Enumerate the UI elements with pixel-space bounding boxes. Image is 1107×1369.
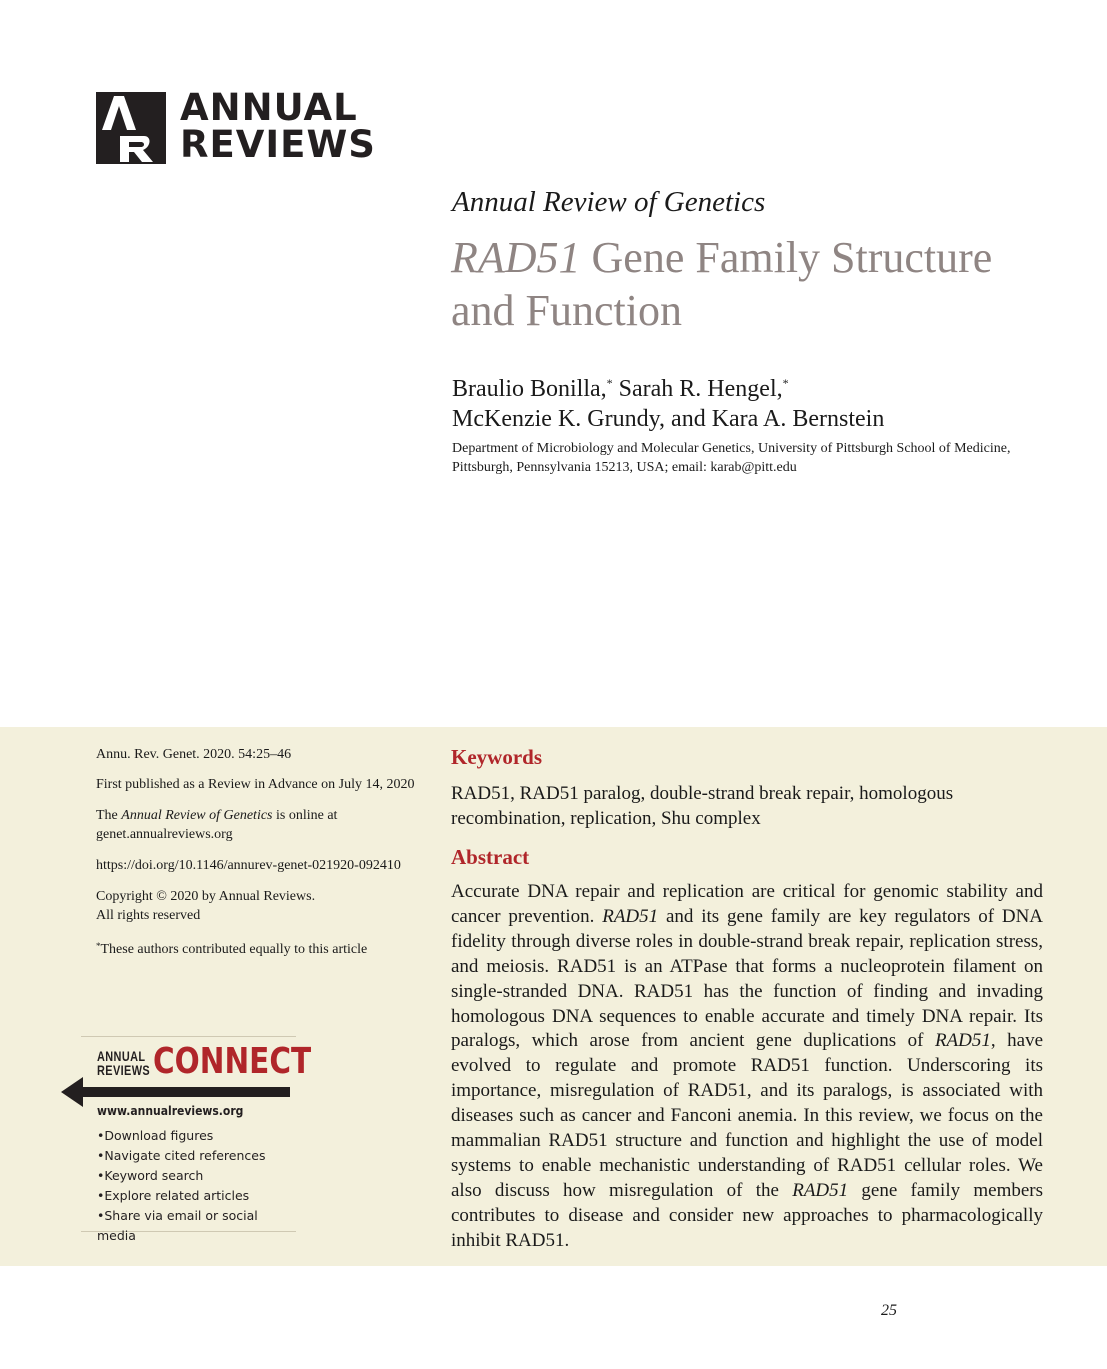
- connect-item-download-figures: • Download figures: [97, 1126, 296, 1146]
- doi-link[interactable]: https://doi.org/10.1146/annurev-genet-021920-092410: [96, 858, 401, 873]
- connect-reviews: REVIEWS: [97, 1062, 151, 1078]
- title-gene: RAD51: [451, 233, 581, 282]
- rights-line: All rights reserved: [96, 908, 201, 923]
- first-published: First published as a Review in Advance on July 14, 2020: [96, 777, 415, 792]
- online-pre: The: [96, 808, 122, 823]
- page-number: 25: [881, 1302, 897, 1319]
- affiliation: Department of Microbiology and Molecular Genetics, University of Pittsburgh School of Medicine, Pittsburgh, Pennsylvania 15213, USA; email: karab@pitt.edu: [452, 441, 1011, 475]
- annual-reviews-logo: [96, 86, 376, 166]
- equal-note-mark: *: [96, 941, 101, 951]
- connect-wordmark: CONNECT: [153, 1041, 312, 1082]
- abstract-gene-3: RAD51: [792, 1179, 849, 1201]
- annual-reviews-connect[interactable]: [81, 1036, 312, 1243]
- author-2: Sarah R. Hengel,: [612, 376, 783, 402]
- connect-item-keyword-search: • Keyword search: [97, 1166, 296, 1186]
- online-post: is online at genet.annualreviews.org: [96, 808, 338, 842]
- abstract-gene-2: RAD51: [934, 1030, 991, 1052]
- copyright-line: Copyright © 2020 by Annual Reviews.: [96, 889, 316, 904]
- logo-line-reviews: REVIEWS: [180, 123, 376, 166]
- online-journal: Annual Review of Genetics: [121, 808, 273, 823]
- connect-item-share: • Share via email or social media: [97, 1206, 296, 1246]
- connect-annual: ANNUAL: [97, 1048, 146, 1064]
- journal-name: Annual Review of Genetics: [452, 186, 766, 218]
- abstract-part-2: and its gene family are key regulators of DNA fidelity through diverse roles in double-strand break repair, replication stress, and meiosis. RAD51 is an ATPase that forms a nucleoprotein filament on single-stranded DNA. RAD51 has the function of finding and invading homologous DNA sequences to enable accurate and timely DNA repair. Its paralogs, which arose from ancient gene duplications of: [451, 905, 1044, 1052]
- author-1: Braulio Bonilla,: [452, 376, 607, 402]
- abstract-part-4: gene family members contributes to disease and consider new approaches to pharmacologically inhibit RAD51.: [451, 1179, 1043, 1251]
- keywords-text: RAD51, RAD51 paralog, double-strand break repair, homologous recombination, replication, Shu complex: [451, 783, 954, 829]
- equal-contribution-mark: *: [782, 376, 789, 390]
- abstract-heading: Abstract: [451, 845, 530, 869]
- author-list: [452, 368, 1052, 434]
- title-rest-line1: Gene Family Structure: [580, 233, 993, 282]
- connect-item-explore-articles: • Explore related articles: [97, 1186, 296, 1206]
- logo-wordmark: [180, 86, 376, 166]
- title-line2: and Function: [451, 286, 682, 335]
- connect-url[interactable]: www.annualreviews.org: [97, 1104, 244, 1118]
- equal-note-text: These authors contributed equally to this article: [100, 942, 368, 957]
- abstract-gene-1: RAD51: [602, 905, 659, 927]
- authors-line2: McKenzie K. Grundy, and Kara A. Bernstein: [452, 406, 885, 432]
- citation: Annu. Rev. Genet. 2020. 54:25–46: [96, 747, 292, 762]
- connect-features: [97, 1126, 296, 1246]
- abstract-part-1: Accurate DNA repair and replication are critical for genomic stability and cancer prevention.: [451, 881, 1043, 927]
- copyright: [96, 887, 416, 925]
- keywords-heading: Keywords: [451, 745, 542, 769]
- equal-contribution-note: [96, 937, 416, 959]
- logo-line-annual: ANNUAL: [180, 86, 358, 129]
- ar-logo-icon: [96, 92, 166, 164]
- connect-item-navigate-references: • Navigate cited references: [97, 1146, 296, 1166]
- article-metadata: [96, 745, 416, 971]
- abstract-text: [451, 880, 1043, 1254]
- article-title: [451, 231, 1071, 337]
- online-at: [96, 806, 416, 844]
- equal-contribution-mark: *: [606, 376, 613, 390]
- abstract-part-3: , have evolved to regulate and promote RAD51 function. Underscoring its importance, misregulation of RAD51, and its paralogs, is associated with diseases such as cancer and Fanconi anemia. In this review, we focus on the mammalian RAD51 structure and function and highlight the use of model systems to enable mechanistic understanding of RAD51 cellular roles. We also discuss how misregulation of the: [451, 1030, 1043, 1201]
